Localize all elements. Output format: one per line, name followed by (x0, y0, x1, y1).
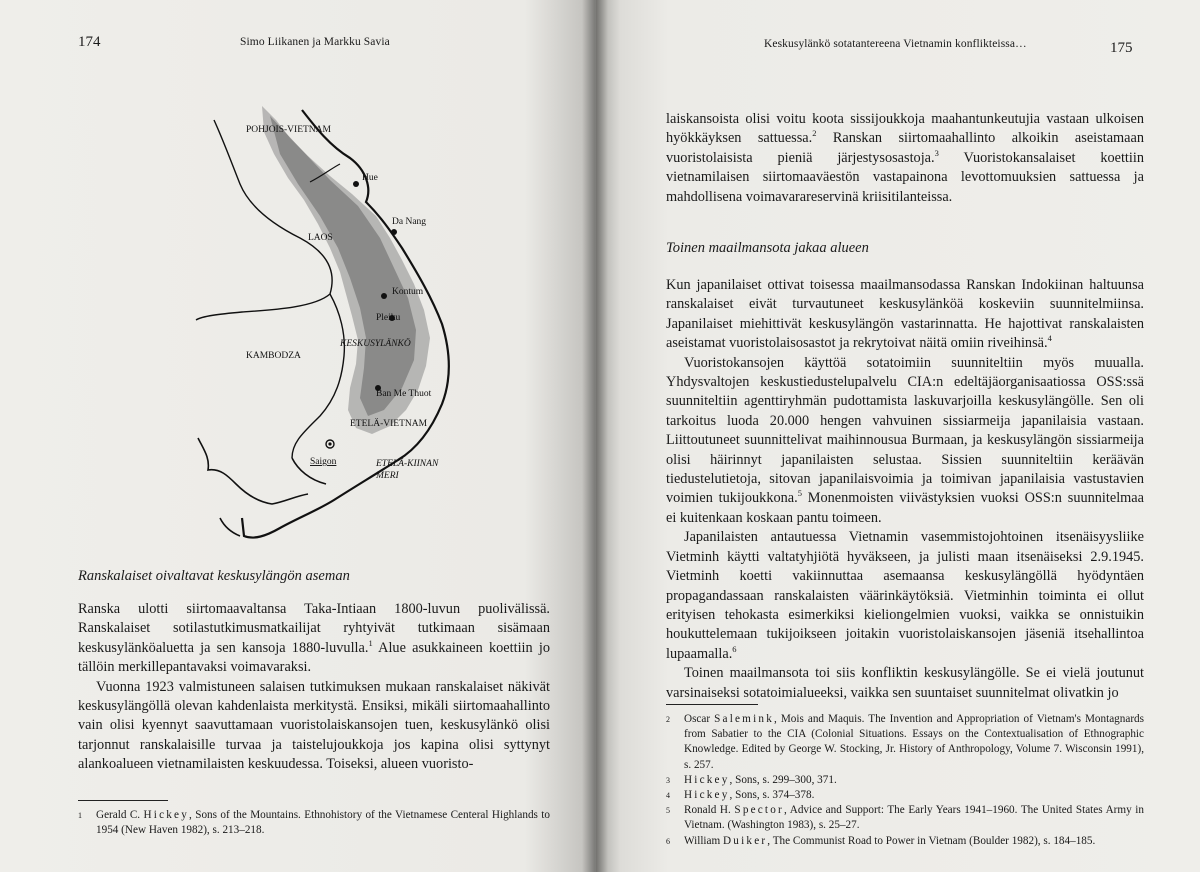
city-dot-danang (391, 229, 397, 235)
running-head-right: Keskusylänkö sotatantereena Vietnamin konflikteissa… (764, 38, 1027, 50)
right-page (596, 0, 1200, 872)
map-label-etela-vietnam: ETELÄ-VIETNAM (350, 419, 428, 429)
paragraph: Vuoristokansojen käyttöä sotatoimiin suunniteltiin myös muualla. Yhdysvaltojen keskustiedustelupalvelu CIA:n edeltäjäorganisaatiossa OSS:ssä suunniteltiin agenttiryhmän pudottamista laskuvarjoilla keskusylängölle. Sen oli tarkoitus luoda 20.000 hengen vahvuinen sissiarmeija japanilaisia vastaan. Liittoutuneet suunnittelivat maihinnousua Burmaan, ja keskusylängön sissiarmeija olisi häirinnyt japanilaisten selustaa. Sissien suunniteltiin keräävän tiedustelutietoja, sitovan japanilaisvoimia ja toimivan japanilaisia vastustavien voimien tukijoukkona.$^5$ Monenmoisten viivästyksien vuoksi OSS:n suunnitelmaa ei kuitenkaan koskaan pantu toimeen. (666, 354, 1144, 526)
map-label-pohjois-vietnam: POHJOIS-VIETNAM (246, 125, 331, 135)
map-label-laos: LAOS (308, 233, 333, 243)
map-label-sea-2: MERI (376, 471, 399, 481)
footnote-rule-right (666, 704, 758, 705)
left-page (0, 0, 596, 872)
book-gutter (582, 0, 608, 872)
vietnam-map (180, 98, 470, 548)
body-text-left (78, 600, 550, 775)
footnote-rule-left (78, 800, 168, 801)
border-west (196, 120, 332, 320)
map-label-da-nang: Da Nang (392, 217, 427, 227)
paragraph: Toinen maailmansota toi siis konfliktin keskusylängölle. Se ei vielä joutunut varsinaiseksi sotatoimialueeksi, vaikka sen suuntaiset suunnitelmat olivatkin jo (666, 665, 1144, 701)
map-label-sea-1: ETELÄ-KIINAN (376, 459, 439, 469)
footnotes-right (666, 712, 1144, 849)
map-label-saigon: Saigon (310, 457, 337, 467)
city-dot-kontum (381, 293, 387, 299)
footnotes-left (78, 808, 550, 838)
map-label-hue: Hue (362, 173, 378, 183)
map-label-kambodza: KAMBODZA (246, 351, 301, 361)
map-label-pleiku: Pleiku (376, 313, 401, 323)
page-number-left: 174 (78, 34, 101, 50)
footnote: 1 Gerald C. Hickey, Sons of the Mountains. Ethnohistory of the Vietnamese Centeral Highlands to 1954 (New Haven 1982), s. 213–218. (78, 809, 550, 837)
map-label-kontum: Kontum (392, 287, 424, 297)
paragraph: Ranska ulotti siirtomaavaltansa Taka-Intiaan 1800-luvun puolivälissä. Ranskalaiset sotilastutkimusmatkailijat ryhtyivät tutkimaan sisämaan keskusylänköaluetta ja sen kansoja 1880-luvulla.$^1$ Alue asukkaineen koettiin jo tällöin merkillepantavaksi voimavaraksi. (78, 601, 550, 676)
map-label-ban-me-thuot: Ban Me Thuot (376, 389, 432, 399)
body-text-right-top (666, 110, 1144, 207)
city-dot-hue (353, 181, 359, 187)
paragraph: Kun japanilaiset ottivat toisessa maailmansodassa Ranskan Indokiinan haltuunsa ranskalaiset eivät turvautuneet keskusylänköä koskeviin suunnitelmiinsa. Japanilaiset miehittivät keskusylängön vastarinnatta. He hajottivat ranskalaisten aseistamat vuoristolaisosastot ja rekrytoivat näitä omiin riveihinsä.$^4$ (666, 277, 1144, 352)
mekong-delta (198, 438, 326, 536)
footnote: 5 Ronald H. Spector, Advice and Support: The Early Years 1941–1960. The United States Army in Vietnam. (Washington 1983), s. 25–27. (666, 804, 1144, 832)
footnote: 4 Hickey, Sons, s. 374–378. (666, 789, 815, 802)
footnote: 3 Hickey, Sons, s. 299–300, 371. (666, 773, 837, 786)
paragraph: Japanilaisten antautuessa Vietnamin vasemmistojohtoinen itsenäisyysliike Vietminh käytti valtatyhjiötä hyväkseen, ja julisti maan itsenäiseksi 2.9.1945. Vietminh koetti vakiinnuttaa asemaansa keskusylängöllä hyödyntäen propagandassaan ranskalaisten väärinkäytöksiä. Vietminhin toiminta ei ollut erityisen tehokasta esimerkiksi kieliongelmien vuoksi, vaikka se onnistuikin houkuttelemaan tukijoikseen joitakin vuoristolaiskansojen jäseniä itsehallintoa lupaamalla.$^6$ (666, 529, 1144, 662)
footnote: 2 Oscar Salemink, Mois and Maquis. The Invention and Appropriation of Vietnam's Montagnards from Sabatier to the CIA (Colonial Situations. Essays on the Contextualisation of Ethnographic Knowledge. Edited by George W. Stocking, Jr. History of Anthropology, Volume 7. Wisconsin 1991), s. 257. (666, 713, 1144, 771)
paragraph: Vuonna 1923 valmistuneen salaisen tutkimuksen mukaan ranskalaiset näkivät keskusylängöllä olevan kahdenlaista merkitystä. Ensiksi, mikäli siirtomaahallinto vain olisi kyennyt saavuttamaan vuoristolaiskansojen tuen, keskusylänkö olisi tarjonnut ranskalaisille turvaa ja taistelujoukkoja jos kapina olisi syttynyt alankoalueen vietnamilaisten keskuudessa. Toiseksi, alueen vuoristo- (78, 678, 550, 773)
running-head-left: Simo Liikanen ja Markku Savia (240, 36, 390, 48)
section-heading-right: Toinen maailmansota jakaa alueen (666, 240, 869, 256)
body-text-right (666, 276, 1144, 703)
paragraph: laiskansoista olisi voitu koota sissijoukkoja maahantunkeutujia vastaan ulkoisen hyökkäyksen sattuessa.$^2$ Ranskan siirtomaahallinto alkoikin aseistamaan vuoristolaisista pieniä järjestysosastoja.$^3$ Vuoristokansalaiset koettiin vietnamilaisen siirtomaaväestön vastapainona levottomuuksien sattuessa ja mahdollisena voimavarareservinä kriisitilanteissa. (666, 111, 1144, 205)
map-label-keskusylanko: KESKUSYLÄNKÖ (340, 339, 411, 349)
footnote: 6 William Duiker, The Communist Road to Power in Vietnam (Boulder 1982), s. 184–185. (666, 834, 1096, 847)
page-number-right: 175 (1110, 40, 1133, 56)
section-heading-left: Ranskalaiset oivaltavat keskusylängön aseman (78, 568, 350, 584)
